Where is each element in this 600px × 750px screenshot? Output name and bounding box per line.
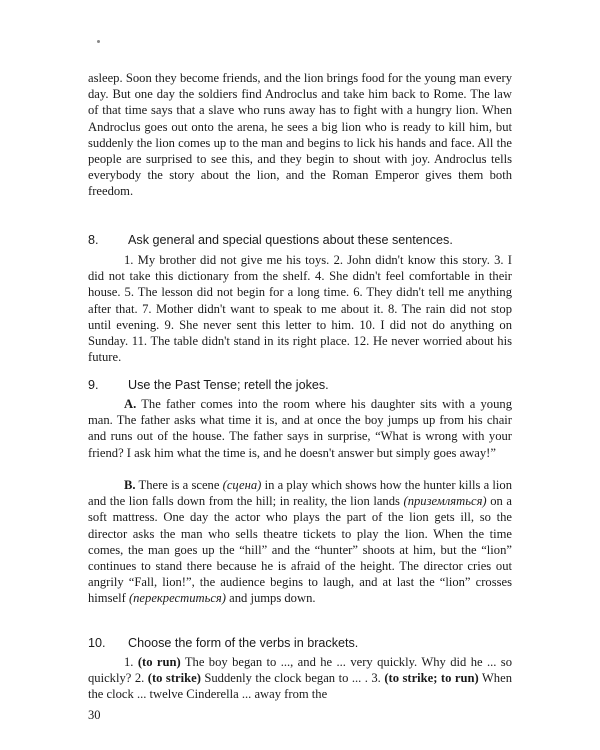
exercise-9-joke-a bbox=[88, 396, 512, 461]
page-number: 30 bbox=[88, 708, 101, 722]
exercise-10-instruction: Choose the form of the verbs in brackets. bbox=[128, 636, 359, 650]
exercise-10-heading bbox=[88, 635, 512, 651]
exercise-8-instruction: Ask general and special questions about these sentences. bbox=[128, 233, 453, 247]
exercise-9-joke-b: B. There is a scene (сцена) in a play which shows how the hunter kills a lion and the lion falls down from the hill; in reality, the lion lands (приземляться) on a soft mattress. One day the actor who plays the part of the lion gets ill, so the director asks the man who sells theatre tickets to play the lion. When the time comes, the man goes up the “hill” and the “hunter” shoots at him, but the “lion” continues to stand there because he is afraid of the height. The director cries out angrily “Fall, lion!”, the audience begins to laugh, and at last the “lion” crosses himself (перекреститься) and jumps down. bbox=[88, 478, 512, 606]
exercise-8-number: 8. bbox=[88, 233, 99, 247]
exercise-8-sentences: 1. My brother did not give me his toys. 2. John didn't know this story. 3. I did not take this dictionary from the shelf. 4. She didn't feel comfortable in their house. 5. The lesson did not begin for a long time. 6. They didn't tell me anything after that. 7. Mother didn't want to speak to me about it. 8. The rain did not stop until evening. 9. She never sent this letter to him. 10. I did not do anything on Sunday. 11. The table didn't stand in its right place. 12. He never worried about his future. bbox=[88, 253, 512, 365]
russian-gloss-cross: (перекреститься) bbox=[128, 591, 226, 606]
verb-cue-strike-run: (to strike; to run) bbox=[384, 671, 479, 686]
russian-gloss-scene: (сцена) bbox=[222, 478, 262, 492]
russian-gloss-land: (приземляться) bbox=[403, 494, 487, 509]
exercise-10-items: 1. (to run) The boy began to ..., and he ... very quickly. Why did he ... so quickly? 2. (to strike) Suddenly the clock began to ... . 3. (to strike; to run) When the clock ... twelve Cinderella ... away from the bbox=[88, 655, 512, 702]
exercise-8-heading bbox=[88, 232, 512, 248]
story-continuation: asleep. Soon they become friends, and the lion brings food for the young man every day. But one day the soldiers find Androclus and take him back to Rome. The law of that time says that a slave who runs away has to fight with a hungry lion. When Androclus goes out onto the arena, he sees a big lion who is ready to kill him, but suddenly the lion comes up to the man and begins to lick his hands and face. All the people are surprised to see this, and they begin to shout with joy. Androclus tells everybody the story about the lion, and the Roman Emperor gives them both freedom. bbox=[88, 71, 512, 199]
verb-cue-to-strike: (to strike) bbox=[147, 671, 201, 686]
joke-b-label: B. bbox=[124, 478, 136, 492]
joke-a-text: The father comes into the room where his daughter sits with a young man. The father asks what time it is, and at once the boy jumps up from his chair and runs out of the house. The father says in surprise, “What is wrong with your friend? I ask him what the time is, and he doesn't answer but simply goes away!” bbox=[88, 397, 512, 460]
exercise-9-instruction: Use the Past Tense; retell the jokes. bbox=[128, 378, 329, 392]
exercise-10-number: 10. bbox=[88, 636, 106, 650]
scan-speck bbox=[97, 40, 100, 43]
verb-cue-to-run: (to run) bbox=[137, 655, 181, 669]
exercise-9-heading bbox=[88, 377, 512, 393]
joke-a-label: A. bbox=[124, 397, 137, 411]
exercise-9-number: 9. bbox=[88, 378, 99, 392]
